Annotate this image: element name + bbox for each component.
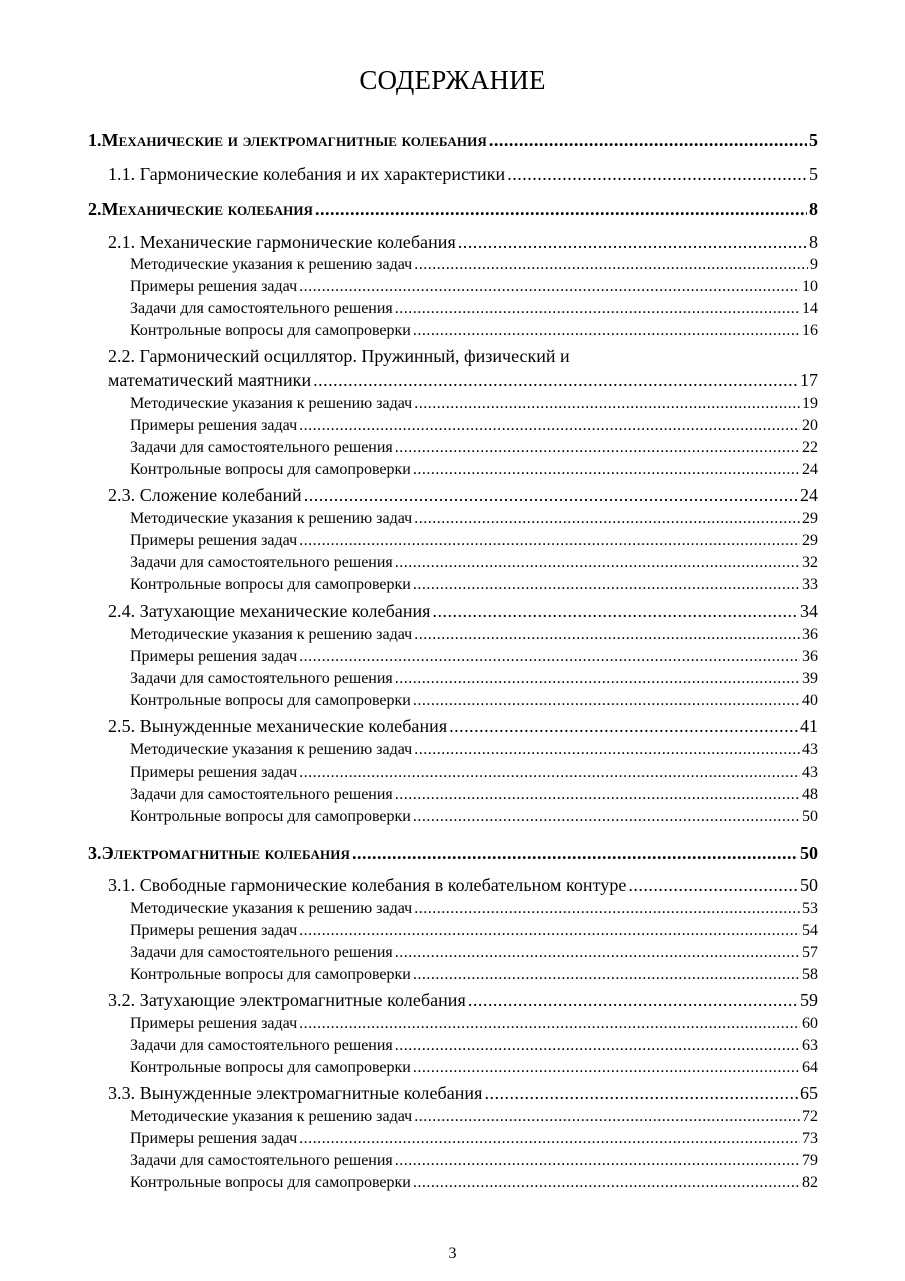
dot-leader bbox=[313, 368, 798, 392]
section-title: 3.2. Затухающие электромагнитные колебания bbox=[108, 990, 466, 1010]
dot-leader bbox=[395, 784, 800, 806]
page-ref: 9 bbox=[810, 256, 818, 273]
page-ref: 36 bbox=[802, 626, 818, 643]
dot-leader bbox=[395, 552, 800, 574]
dot-leader bbox=[299, 276, 800, 298]
toc-subsection[interactable] bbox=[130, 530, 818, 552]
toc-chapter-2[interactable] bbox=[88, 196, 818, 222]
page-ref: 50 bbox=[800, 843, 818, 863]
subsection-title: Контрольные вопросы для самопроверки bbox=[130, 461, 411, 478]
toc-subsection[interactable] bbox=[130, 806, 818, 828]
toc-section-3-3[interactable] bbox=[108, 1081, 818, 1105]
toc-subsection[interactable] bbox=[130, 320, 818, 342]
subsection-title: Методические указания к решению задач bbox=[130, 900, 413, 917]
toc-subsection[interactable] bbox=[130, 574, 818, 596]
page-ref: 53 bbox=[802, 900, 818, 917]
section-title: 2.3. Сложение колебаний bbox=[108, 485, 302, 505]
dot-leader bbox=[413, 459, 800, 481]
section-title: 1.1. Гармонические колебания и их характеристики bbox=[108, 164, 506, 184]
dot-leader bbox=[315, 196, 807, 222]
page-ref: 65 bbox=[800, 1083, 818, 1103]
subsection-title: Контрольные вопросы для самопроверки bbox=[130, 692, 411, 709]
page-ref: 24 bbox=[800, 485, 818, 505]
toc-section-2-3[interactable] bbox=[108, 483, 818, 507]
subsection-title: Задачи для самостоятельного решения bbox=[130, 944, 393, 961]
subsection-title: Примеры решения задач bbox=[130, 1015, 298, 1032]
chapter-number: 2. bbox=[88, 199, 102, 219]
section-title: 3.3. Вынужденные электромагнитные колебания bbox=[108, 1083, 483, 1103]
toc-subsection[interactable] bbox=[130, 646, 818, 668]
subsection-title: Задачи для самостоятельного решения bbox=[130, 1152, 393, 1169]
dot-leader bbox=[414, 1106, 800, 1128]
page-ref: 17 bbox=[800, 370, 818, 390]
dot-leader bbox=[414, 508, 800, 530]
dot-leader bbox=[395, 437, 800, 459]
toc-subsection[interactable] bbox=[130, 1035, 818, 1057]
page-number: 3 bbox=[448, 1245, 457, 1262]
toc-subsection[interactable] bbox=[130, 276, 818, 298]
dot-leader bbox=[414, 739, 800, 761]
section-title: 2.4. Затухающие механические колебания bbox=[108, 601, 431, 621]
toc-section-1-1[interactable] bbox=[108, 162, 818, 186]
toc-subsection[interactable] bbox=[130, 1057, 818, 1079]
page-ref: 40 bbox=[802, 692, 818, 709]
subsection-title: Задачи для самостоятельного решения bbox=[130, 1037, 393, 1054]
dot-leader bbox=[395, 668, 800, 690]
toc-subsection[interactable] bbox=[130, 762, 818, 784]
subsection-title: Контрольные вопросы для самопроверки bbox=[130, 1059, 411, 1076]
toc-subsection[interactable] bbox=[130, 254, 818, 276]
subsection-title: Методические указания к решению задач bbox=[130, 1108, 413, 1125]
dot-leader bbox=[352, 840, 798, 866]
toc-section-2-2[interactable] bbox=[108, 368, 818, 392]
dot-leader bbox=[299, 1128, 800, 1150]
page-ref: 79 bbox=[802, 1152, 818, 1169]
section-title: 2.5. Вынужденные механические колебания bbox=[108, 716, 448, 736]
page-ref: 48 bbox=[802, 786, 818, 803]
page-ref: 32 bbox=[802, 554, 818, 571]
dot-leader bbox=[413, 806, 800, 828]
toc-section-3-1[interactable] bbox=[108, 873, 818, 897]
toc-chapter-3[interactable] bbox=[88, 840, 818, 866]
toc-subsection[interactable] bbox=[130, 920, 818, 942]
dot-leader bbox=[413, 574, 800, 596]
subsection-title: Задачи для самостоятельного решения bbox=[130, 786, 393, 803]
page-ref: 73 bbox=[802, 1130, 818, 1147]
dot-leader bbox=[299, 530, 800, 552]
toc-subsection[interactable] bbox=[130, 690, 818, 712]
subsection-title: Методические указания к решению задач bbox=[130, 395, 413, 412]
subsection-title: Контрольные вопросы для самопроверки bbox=[130, 322, 411, 339]
page-ref: 5 bbox=[809, 164, 818, 184]
subsection-title: Задачи для самостоятельного решения bbox=[130, 300, 393, 317]
subsection-title: Контрольные вопросы для самопроверки bbox=[130, 966, 411, 983]
dot-leader bbox=[395, 1035, 800, 1057]
subsection-title: Примеры решения задач bbox=[130, 922, 298, 939]
dot-leader bbox=[299, 762, 800, 784]
subsection-title: Примеры решения задач bbox=[130, 278, 298, 295]
subsection-title: Методические указания к решению задач bbox=[130, 626, 413, 643]
subsection-title: Примеры решения задач bbox=[130, 417, 298, 434]
dot-leader bbox=[468, 988, 798, 1012]
dot-leader bbox=[395, 942, 800, 964]
subsection-title: Примеры решения задач bbox=[130, 1130, 298, 1147]
dot-leader bbox=[395, 1150, 800, 1172]
page-ref: 43 bbox=[802, 764, 818, 781]
toc-subsection[interactable] bbox=[130, 415, 818, 437]
toc-subsection[interactable] bbox=[130, 393, 818, 415]
page-ref: 24 bbox=[802, 461, 818, 478]
page-ref: 41 bbox=[800, 716, 818, 736]
page-ref: 8 bbox=[809, 199, 818, 219]
chapter-number: 1. bbox=[88, 130, 102, 150]
dot-leader bbox=[299, 920, 800, 942]
subsection-title: Примеры решения задач bbox=[130, 532, 298, 549]
page-ref: 50 bbox=[802, 808, 818, 825]
toc-section-2-2-line1[interactable]: 2.2. Гармонический осциллятор. Пружинный, физический и bbox=[108, 346, 570, 366]
toc-subsection[interactable] bbox=[130, 1013, 818, 1035]
dot-leader bbox=[414, 393, 800, 415]
page-ref: 72 bbox=[802, 1108, 818, 1125]
toc-subsection[interactable] bbox=[130, 437, 818, 459]
page-ref: 20 bbox=[802, 417, 818, 434]
page-ref: 54 bbox=[802, 922, 818, 939]
subsection-title: Контрольные вопросы для самопроверки bbox=[130, 1174, 411, 1191]
page-ref: 39 bbox=[802, 670, 818, 687]
chapter-title: Электромагнитные колебания bbox=[101, 843, 350, 863]
subsection-title: Методические указания к решению задач bbox=[130, 510, 413, 527]
subsection-title: Методические указания к решению задач bbox=[130, 256, 413, 273]
dot-leader bbox=[458, 230, 807, 254]
dot-leader bbox=[484, 1081, 798, 1105]
chapter-number: 3. bbox=[88, 843, 102, 863]
dot-leader bbox=[414, 254, 808, 276]
subsection-title: Задачи для самостоятельного решения bbox=[130, 439, 393, 456]
page-ref: 33 bbox=[802, 576, 818, 593]
page-ref: 57 bbox=[802, 944, 818, 961]
dot-leader bbox=[413, 320, 800, 342]
page-ref: 8 bbox=[809, 232, 818, 252]
dot-leader bbox=[395, 298, 800, 320]
toc-subsection[interactable] bbox=[130, 552, 818, 574]
subsection-title: Контрольные вопросы для самопроверки bbox=[130, 576, 411, 593]
chapter-title: Механические колебания bbox=[101, 199, 314, 219]
page-ref: 58 bbox=[802, 966, 818, 983]
page-ref: 16 bbox=[802, 322, 818, 339]
dot-leader bbox=[628, 873, 798, 897]
page-ref: 14 bbox=[802, 300, 818, 317]
toc-subsection[interactable] bbox=[130, 1172, 818, 1194]
page-ref: 82 bbox=[802, 1174, 818, 1191]
subsection-title: Контрольные вопросы для самопроверки bbox=[130, 808, 411, 825]
dot-leader bbox=[414, 624, 800, 646]
toc-subsection[interactable] bbox=[130, 898, 818, 920]
subsection-title: Примеры решения задач bbox=[130, 764, 298, 781]
toc-subsection[interactable] bbox=[130, 298, 818, 320]
subsection-title: Методические указания к решению задач bbox=[130, 741, 413, 758]
dot-leader bbox=[489, 127, 807, 153]
page-ref: 64 bbox=[802, 1059, 818, 1076]
toc-subsection[interactable] bbox=[130, 739, 818, 761]
page-ref: 43 bbox=[802, 741, 818, 758]
page-ref: 29 bbox=[802, 532, 818, 549]
dot-leader bbox=[413, 690, 800, 712]
page-ref: 29 bbox=[802, 510, 818, 527]
toc-subsection[interactable] bbox=[130, 784, 818, 806]
dot-leader bbox=[433, 599, 798, 623]
toc-subsection[interactable] bbox=[130, 668, 818, 690]
toc-subsection[interactable] bbox=[130, 1128, 818, 1150]
toc-subsection[interactable] bbox=[130, 964, 818, 986]
subsection-title: Задачи для самостоятельного решения bbox=[130, 670, 393, 687]
toc-subsection[interactable] bbox=[130, 1150, 818, 1172]
dot-leader bbox=[413, 964, 800, 986]
toc-subsection[interactable] bbox=[130, 508, 818, 530]
page-ref: 50 bbox=[800, 875, 818, 895]
page-ref: 34 bbox=[800, 601, 818, 621]
dot-leader bbox=[299, 646, 800, 668]
dot-leader bbox=[304, 483, 798, 507]
page-title: СОДЕРЖАНИЕ bbox=[359, 65, 546, 95]
dot-leader bbox=[449, 714, 798, 738]
dot-leader bbox=[507, 162, 807, 186]
page-ref: 19 bbox=[802, 395, 818, 412]
toc-subsection[interactable] bbox=[130, 942, 818, 964]
page-ref: 5 bbox=[809, 130, 818, 150]
dot-leader bbox=[413, 1057, 800, 1079]
page-ref: 36 bbox=[802, 648, 818, 665]
dot-leader bbox=[414, 898, 800, 920]
toc-section-2-5[interactable] bbox=[108, 714, 818, 738]
section-title: математический маятники bbox=[108, 370, 312, 390]
toc-subsection[interactable] bbox=[130, 459, 818, 481]
toc-chapter-1[interactable] bbox=[88, 127, 818, 153]
dot-leader bbox=[299, 415, 800, 437]
page-ref: 63 bbox=[802, 1037, 818, 1054]
toc-section-3-2[interactable] bbox=[108, 988, 818, 1012]
toc-section-2-1[interactable] bbox=[108, 230, 818, 254]
toc-subsection[interactable] bbox=[130, 624, 818, 646]
page-ref: 10 bbox=[802, 278, 818, 295]
section-title: 3.1. Свободные гармонические колебания в колебательном контуре bbox=[108, 875, 627, 895]
chapter-title: Механические и электромагнитные колебания bbox=[101, 130, 487, 150]
toc-section-2-4[interactable] bbox=[108, 599, 818, 623]
page-ref: 60 bbox=[802, 1015, 818, 1032]
toc-subsection[interactable] bbox=[130, 1106, 818, 1128]
dot-leader bbox=[299, 1013, 800, 1035]
subsection-title: Примеры решения задач bbox=[130, 648, 298, 665]
section-title: 2.1. Механические гармонические колебания bbox=[108, 232, 456, 252]
page-ref: 59 bbox=[800, 990, 818, 1010]
page-ref: 22 bbox=[802, 439, 818, 456]
subsection-title: Задачи для самостоятельного решения bbox=[130, 554, 393, 571]
dot-leader bbox=[413, 1172, 800, 1194]
